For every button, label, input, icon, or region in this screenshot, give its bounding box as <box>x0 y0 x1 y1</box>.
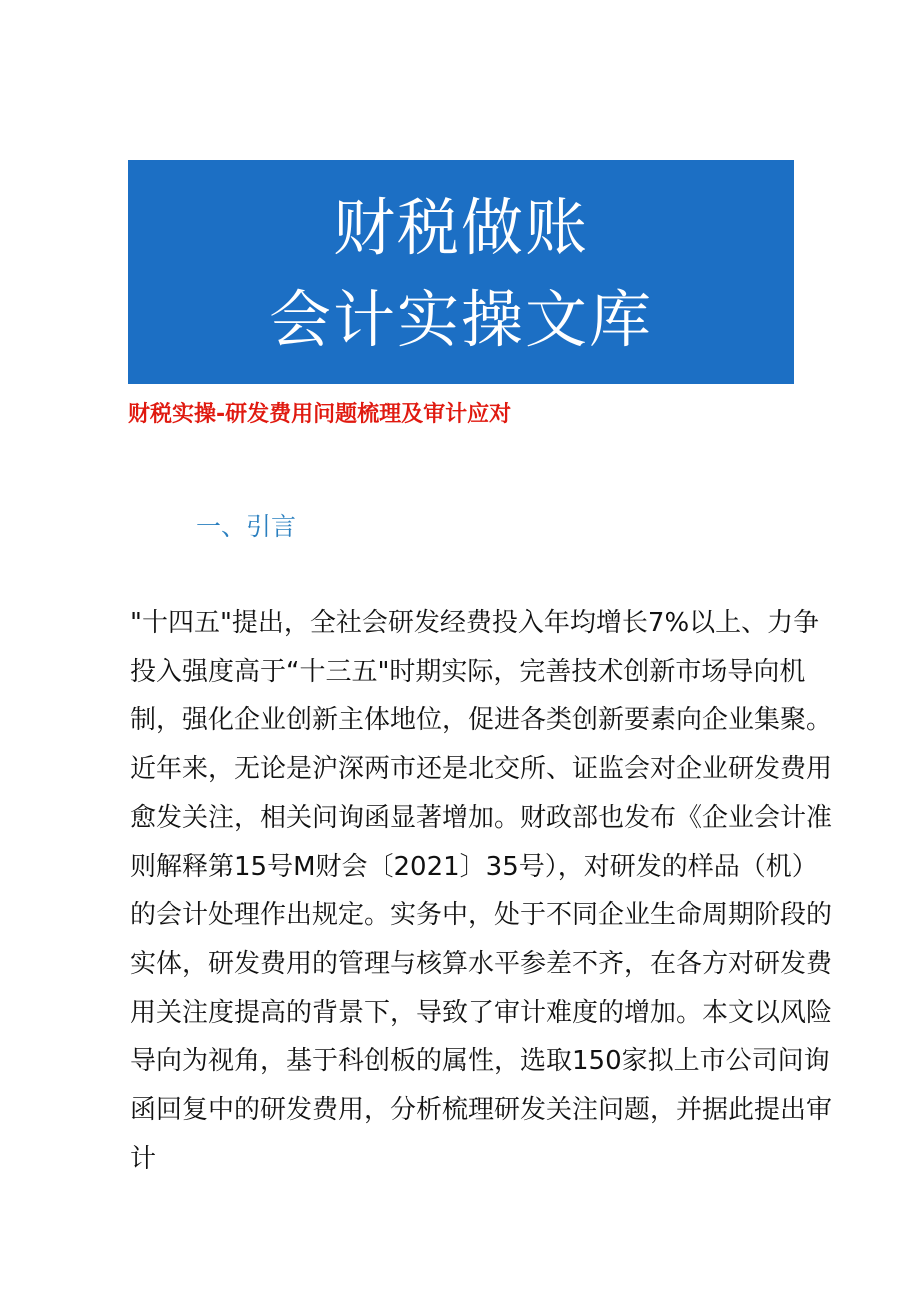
body-paragraph <box>130 599 833 1183</box>
banner-title-line-2: 会计实操文库 <box>268 283 653 356</box>
document-title: 财税实操-研发费用问题梳理及审计应对 <box>128 402 512 427</box>
banner-title-line-1: 财税做账 <box>332 191 589 264</box>
paragraph-line: 导向为视角，基于科创板的属性，选取150家拟上市公司问询 <box>130 1046 830 1077</box>
paragraph-line: 投入强度高于“十三五"时期实际，完善技术创新市场导向机 <box>130 656 806 687</box>
paragraph-line: 计 <box>130 1143 157 1174</box>
paragraph-line: 的会计处理作出规定。实务中，处于不同企业生命周期阶段的 <box>130 900 833 931</box>
paragraph-line: 函回复中的研发费用，分析梳理研发关注问题，并据此提出审 <box>130 1095 833 1126</box>
library-banner <box>128 160 794 384</box>
paragraph-line: 近年来，无论是沪深两市还是北交所、证监会对企业研发费用 <box>130 754 833 785</box>
paragraph-line: 则解释第15号M财会〔2021〕35号），对研发的样品（机） <box>130 851 818 882</box>
paragraph-line: 用关注度提高的背景下，导致了审计难度的增加。本文以风险 <box>130 997 833 1028</box>
paragraph-line: 实体，研发费用的管理与核算水平参差不齐，在各方对研发费 <box>130 948 833 979</box>
section-heading: 一、引言 <box>196 512 297 541</box>
paragraph-line: 制，强化企业创新主体地位，促进各类创新要素向企业集聚。 <box>130 705 833 736</box>
paragraph-line: 愈发关注，相关问询函显著增加。财政部也发布《企业会计准 <box>130 802 833 833</box>
paragraph-line: "十四五"提出，全社会研发经费投入年均增长7%以上、力争 <box>130 608 820 638</box>
